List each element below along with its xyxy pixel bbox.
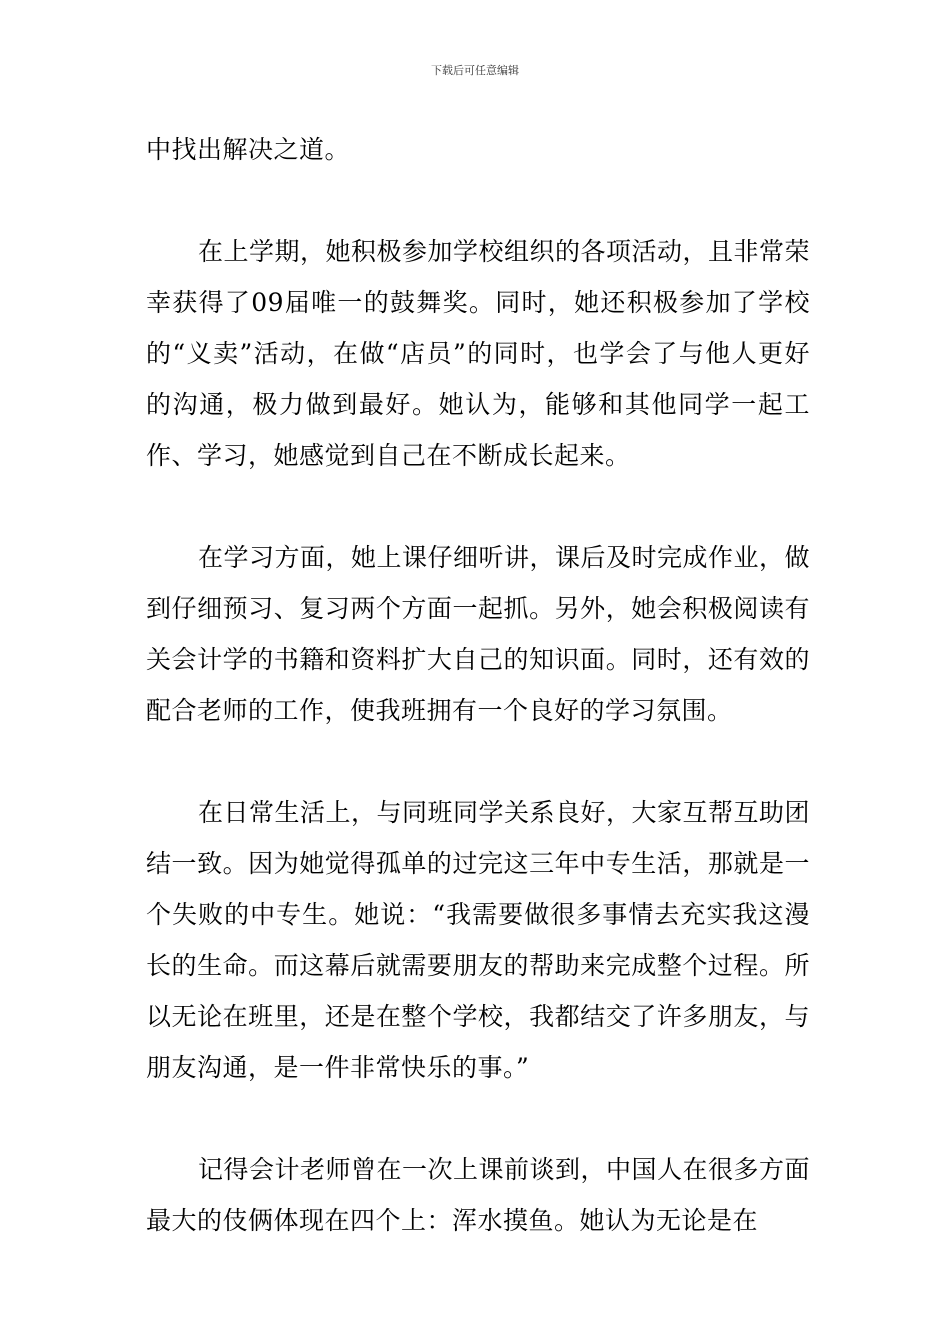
paragraph-gap: [146, 175, 810, 226]
document-body: [146, 124, 810, 1246]
paragraph-study: 在学习方面，她上课仔细听讲，课后及时完成作业，做到仔细预习、复习两个方面一起抓。另外，她会积极阅读有关会计学的书籍和资料扩大自己的知识面。同时，还有效的配合老师的工作，使我班拥有一个良好的学习氛围。: [146, 543, 811, 725]
paragraph-teacher-remark: 记得会计老师曾在一次上课前谈到，中国人在很多方面最大的伎俩体现在四个上：浑水摸鱼。她认为无论是在: [146, 1155, 811, 1235]
paragraph-gap: [146, 1093, 810, 1144]
paragraph-daily-life: 在日常生活上，与同班同学关系良好，大家互帮互助团结一致。因为她觉得孤单的过完这三年中专生活，那就是一个失败的中专生。她说：“我需要做很多事情去充实我这漫长的生命。而这幕后就需要朋友的帮助来完成整个过程。所以无论在班里，还是在整个学校，我都结交了许多朋友，与朋友沟通，是一件非常快乐的事。”: [146, 798, 811, 1082]
paragraph-continuation: 中找出解决之道。: [146, 135, 351, 164]
page-header: 下载后可任意编辑: [431, 64, 519, 77]
paragraph-activities: 在上学期，她积极参加学校组织的各项活动，且非常荣幸获得了09届唯一的鼓舞奖。同时，她还积极参加了学校的“义卖”活动，在做“店员”的同时，也学会了与他人更好的沟通，极力做到最好。她认为，能够和其他同学一起工作、学习，她感觉到自己在不断成长起来。: [146, 237, 811, 470]
paragraph-gap: [146, 481, 810, 532]
paragraph-gap: [146, 736, 810, 787]
